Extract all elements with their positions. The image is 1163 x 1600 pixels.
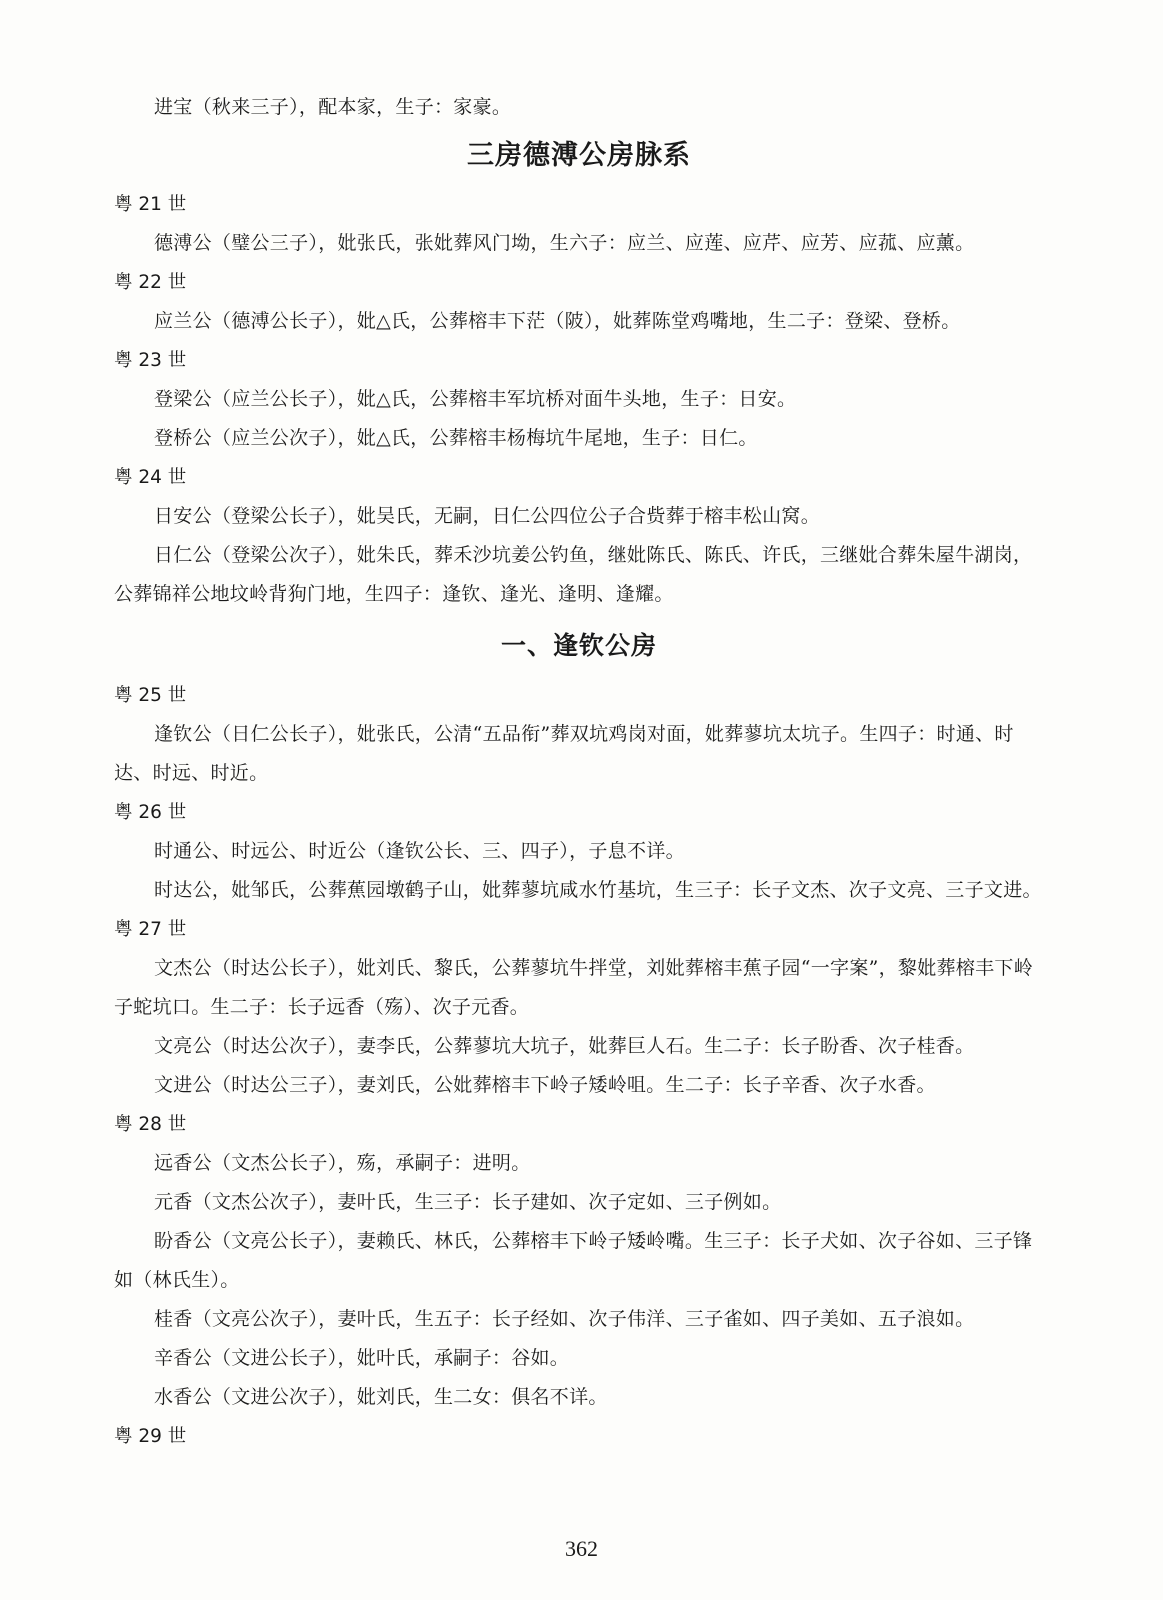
generation-heading: 粤 24 世: [114, 467, 187, 488]
generation-heading: 粤 22 世: [114, 272, 187, 293]
page-number: 362: [565, 1536, 598, 1561]
generation-heading: 粤 21 世: [114, 194, 187, 215]
paragraph: 日仁公（登梁公次子），妣朱氏，葬禾沙坑姜公钓鱼，继妣陈氏、陈氏、许氏，三继妣合葬朱屋牛湖岗，公葬锦祥公地坟岭背狗门地，生四子：逢钦、逢光、逢明、逢耀。: [114, 544, 1033, 605]
paragraph: 文进公（时达公三子），妻刘氏，公妣葬榕丰下岭子矮岭咀。生二子：长子辛香、次子水香。: [154, 1074, 936, 1096]
paragraph: 桂香（文亮公次子），妻叶氏，生五子：长子经如、次子伟洋、三子雀如、四子美如、五子浪如。: [154, 1308, 975, 1330]
paragraph: 登桥公（应兰公次子），妣△氏，公葬榕丰杨梅坑牛尾地，生子：日仁。: [154, 427, 758, 449]
generation-heading: 粤 25 世: [114, 685, 187, 706]
paragraph: 日安公（登梁公长子），妣吴氏，无嗣，日仁公四位公子合赀葬于榕丰松山窝。: [154, 505, 821, 527]
subsection-title: 一、逢钦公房: [500, 631, 657, 660]
page-body: [114, 88, 1044, 1456]
paragraph: 时通公、时远公、时近公（逢钦公长、三、四子），子息不详。: [154, 840, 685, 862]
paragraph: 盼香公（文亮公长子），妻赖氏、林氏，公葬榕丰下岭子矮岭嘴。生三子：长子犬如、次子谷如、三子锋如（林氏生）。: [114, 1230, 1033, 1291]
paragraph: 登梁公（应兰公长子），妣△氏，公葬榕丰军坑桥对面牛头地，生子：日安。: [154, 388, 797, 410]
paragraph: 文杰公（时达公长子），妣刘氏、黎氏，公葬蓼坑牛拌堂，刘妣葬榕丰蕉子园“一字案”，黎妣葬榕丰下岭子蛇坑口。生二子：长子远香（殇）、次子元香。: [114, 957, 1034, 1018]
paragraph: 德溥公（璧公三子），妣张氏，张妣葬风门坳，生六子：应兰、应莲、应芹、应芳、应菰、应薰。: [154, 232, 975, 254]
paragraph: 文亮公（时达公次子），妻李氏，公葬蓼坑大坑子，妣葬巨人石。生二子：长子盼香、次子桂香。: [154, 1035, 975, 1057]
paragraph: 水香公（文进公次子），妣刘氏，生二女：俱名不详。: [154, 1386, 608, 1408]
paragraph: 远香公（文杰公长子），殇，承嗣子：进明。: [154, 1152, 531, 1174]
generation-heading: 粤 23 世: [114, 350, 187, 371]
section-title: 三房德溥公房脉系: [467, 140, 691, 171]
generation-heading: 粤 27 世: [114, 919, 187, 940]
generation-heading: 粤 28 世: [114, 1114, 187, 1135]
generation-heading: 粤 29 世: [114, 1426, 187, 1447]
paragraph: 应兰公（德溥公长子），妣△氏，公葬榕丰下茫（陂），妣葬陈堂鸡嘴地，生二子：登梁、登桥。: [154, 310, 961, 332]
paragraph: 辛香公（文进公长子），妣叶氏，承嗣子：谷如。: [154, 1347, 570, 1369]
generation-heading: 粤 26 世: [114, 802, 187, 823]
paragraph: 元香（文杰公次子），妻叶氏，生三子：长子建如、次子定如、三子例如。: [154, 1191, 782, 1213]
paragraph: 时达公，妣邹氏，公葬蕉园墩鹤子山，妣葬蓼坑咸水竹基坑，生三子：长子文杰、次子文亮、三子文进。: [154, 879, 1042, 901]
paragraph: 逢钦公（日仁公长子），妣张氏，公清“五品衔”葬双坑鸡岗对面，妣葬蓼坑太坑子。生四子：时通、时达、时远、时近。: [114, 723, 1014, 784]
paragraph: 进宝（秋来三子），配本家，生子：家豪。: [154, 96, 512, 118]
